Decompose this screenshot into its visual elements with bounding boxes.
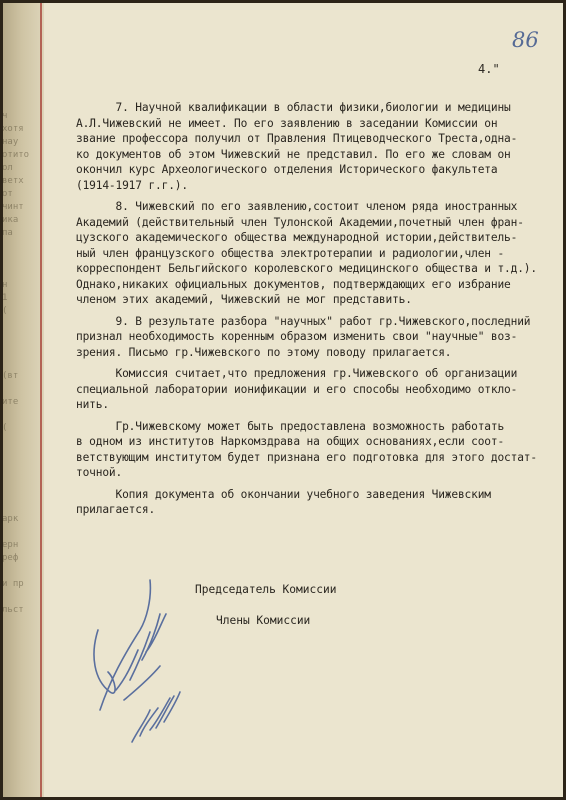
margin-ghost-text [2, 110, 42, 670]
ghost-line: ерн [2, 540, 19, 550]
text-line: Гр.Чижевскому может быть предоставлена возможность работать [76, 419, 505, 433]
ghost-line [2, 500, 42, 513]
paragraph [76, 314, 546, 361]
handwritten-page-number: 86 [512, 28, 539, 52]
ghost-line [2, 383, 42, 396]
paragraph [76, 100, 546, 193]
ghost-line [2, 357, 42, 370]
paragraph [76, 199, 546, 308]
ghost-line [2, 253, 42, 266]
text-line: в одном из институтов Наркомздрава на общих основаниях,если соот- [76, 435, 505, 448]
ghost-line: ол [2, 163, 13, 173]
ghost-line: ч [2, 111, 8, 121]
ghost-line [2, 409, 42, 422]
ghost-line: от [2, 189, 13, 199]
paragraph [76, 487, 546, 518]
binding-red-line [40, 0, 42, 800]
text-line: цузского академического общества международной истории,действитель- [76, 231, 518, 244]
text-line: ветствующим институтом будет признана его подготовка для этого достат- [76, 450, 537, 464]
text-line: звание профессора получил от Правления Птицеводческого Треста,одна- [76, 132, 518, 145]
text-line: Однако,никаких официальных документов, подтверждающих его избрание [76, 277, 511, 291]
text-line: (1914-1917 г.г.). [76, 178, 188, 192]
text-line: прилагается. [76, 503, 156, 516]
text-line: нить. [76, 398, 109, 411]
text-line: 9. В результате разбора "научных" работ гр.Чижевского,последний [76, 314, 531, 328]
ghost-line [2, 344, 42, 357]
ghost-line: 1 [2, 293, 8, 303]
text-line: зрения. Письмо гр.Чижевского по этому поводу прилагается. [76, 345, 452, 359]
ghost-line [2, 487, 42, 500]
text-line: 8. Чижевский по его заявлению,состоит членом ряда иностранных [76, 200, 518, 213]
ghost-line: отито [2, 150, 30, 160]
ghost-line [2, 435, 42, 448]
ghost-line [2, 526, 42, 539]
ghost-line: нау [2, 137, 19, 147]
ghost-line: ика [2, 215, 19, 225]
ghost-line: хотя [2, 124, 24, 134]
document-body [76, 100, 546, 518]
sheet-number: 4." [478, 62, 500, 76]
ghost-line [2, 266, 42, 279]
text-line: А.Л.Чижевский не имеет. По его заявлению в заседании Комиссии он [76, 116, 498, 130]
ghost-line: (вт [2, 371, 19, 381]
ghost-line [2, 240, 42, 253]
paragraph [76, 366, 546, 413]
ghost-line: и пр [2, 579, 24, 589]
handwritten-signature [80, 560, 190, 750]
paragraph [76, 419, 546, 481]
ghost-line [2, 448, 42, 461]
ghost-line: реф [2, 553, 19, 563]
ghost-line [2, 474, 42, 487]
ghost-line: ( [2, 306, 8, 316]
ghost-line: чинт [2, 202, 24, 212]
ghost-line [2, 318, 42, 331]
chairman-label: Председатель Комиссии [195, 583, 337, 596]
text-line: специальной лаборатории ионификации и его способы необходимо откло- [76, 382, 518, 396]
text-line: членом этих академий, Чижевский не мог представить. [76, 293, 412, 306]
ghost-line: арк [2, 514, 19, 524]
text-line: Комиссия считает,что предложения гр.Чижевского об организации [76, 367, 518, 380]
text-line: точной. [76, 466, 123, 479]
ghost-line [2, 591, 42, 604]
text-line: Копия документа об окончании учебного заведения Чижевским [76, 487, 491, 501]
text-line: окончил курс Археологического отделения Исторического факультета [76, 163, 498, 176]
text-line: Академий (действительный член Тулонской Академии,почетный член фран- [76, 215, 524, 229]
ghost-line [2, 565, 42, 578]
ghost-line [2, 461, 42, 474]
ghost-line: па [2, 228, 13, 238]
ghost-line [2, 331, 42, 344]
text-line: 7. Научной квалификации в области физики,биологии и медицины [76, 101, 511, 114]
ghost-line: ветх [2, 176, 24, 186]
ghost-line: н [2, 280, 8, 290]
text-line: ный член французского общества электротерапии и радиологии,член - [76, 246, 505, 260]
text-line: признал необходимость коренным образом изменить свои "научные" воз- [76, 330, 518, 343]
text-line: ко документов об этом Чижевский не представил. По его же словам он [76, 147, 511, 161]
ghost-line: ( [2, 423, 8, 433]
ghost-line: льст [2, 605, 24, 615]
binding-margin [0, 0, 44, 800]
members-label: Члены Комиссии [216, 614, 311, 627]
ghost-line: ите [2, 397, 19, 407]
text-line: корреспондент Бельгийского королевского медицинского общества и т.д.). [76, 262, 537, 275]
